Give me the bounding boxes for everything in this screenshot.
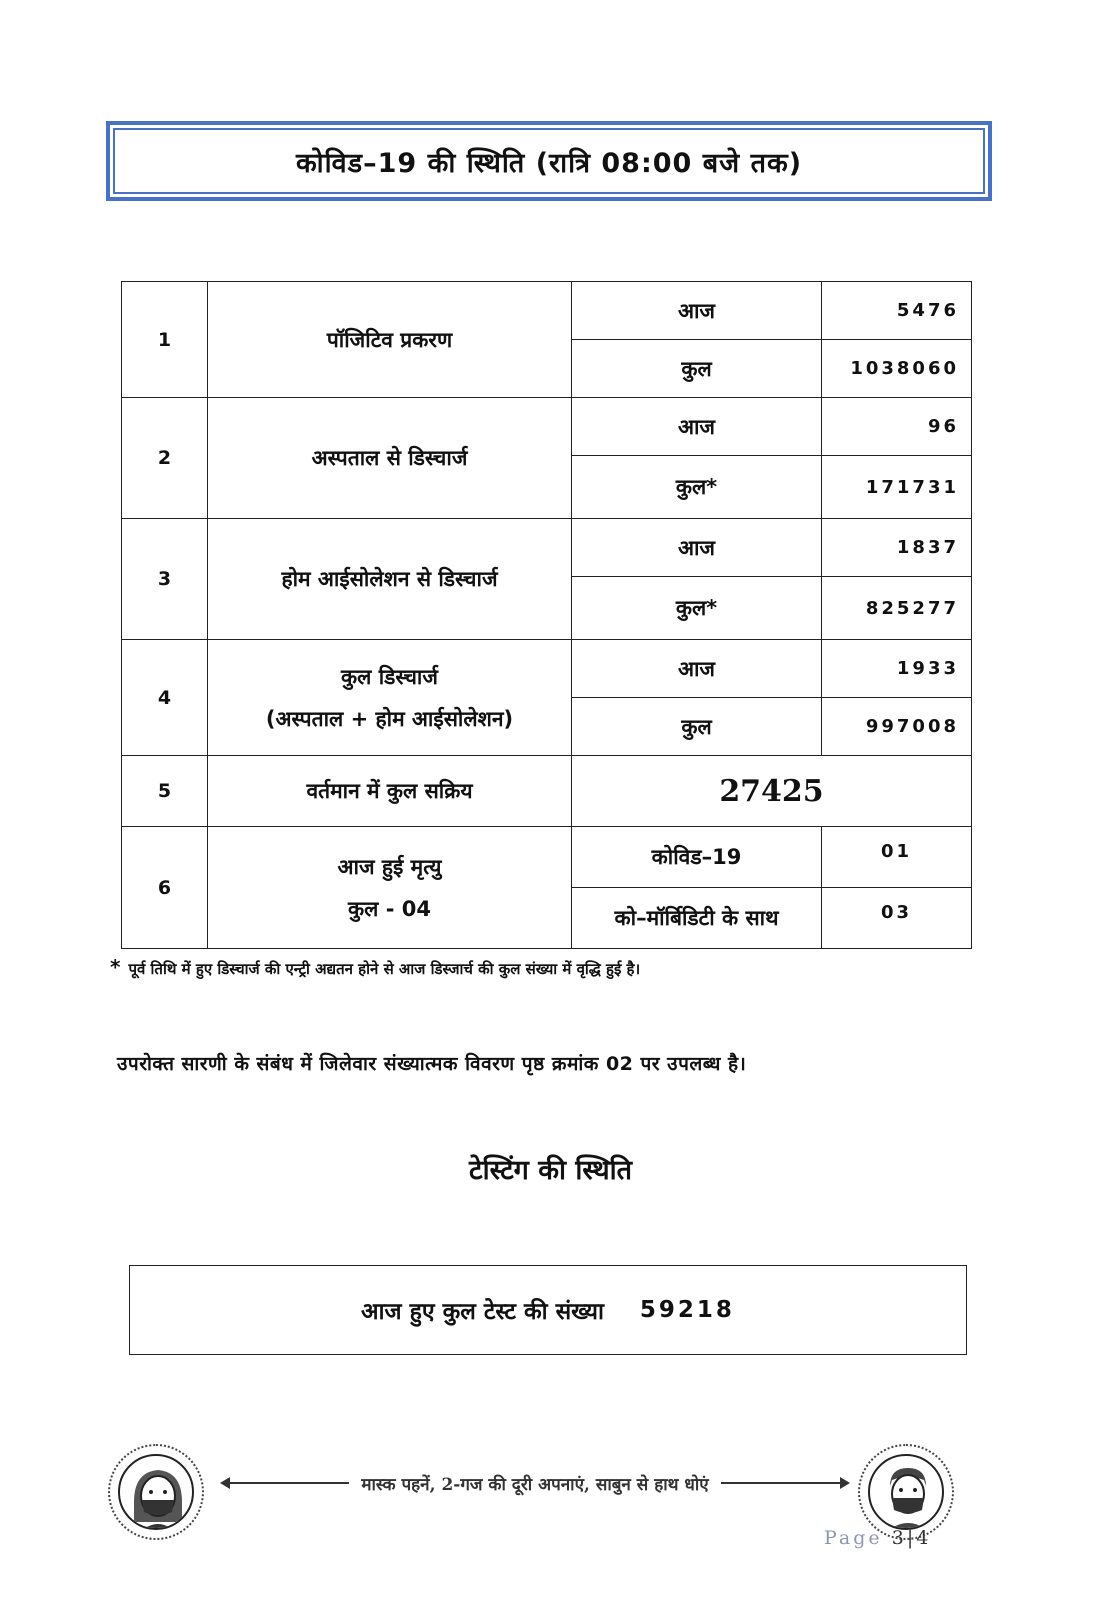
row-number: 5 (122, 756, 208, 827)
footnote-text: पूर्व तिथि में हुए डिस्चार्ज की एन्ट्री अद्यतन होने से आज डिस्जार्च की कुल संख्या में वृद्धि हुई है। (128, 960, 641, 978)
table-row (122, 827, 972, 888)
sub-value: 1837 (822, 519, 972, 577)
asterisk-icon: * (110, 955, 121, 979)
row-number: 4 (122, 640, 208, 756)
slogan-row (222, 1472, 848, 1494)
sub-label: आज (572, 640, 822, 698)
sub-label: कुल* (572, 456, 822, 519)
test-count-box (129, 1265, 967, 1355)
sub-label: कुल (572, 698, 822, 756)
row-label (208, 827, 572, 949)
row-label: पॉजिटिव प्रकरण (208, 282, 572, 398)
sub-value: 825277 (822, 577, 972, 640)
row-label: अस्पताल से डिस्चार्ज (208, 398, 572, 519)
sub-label: कुल (572, 340, 822, 398)
sub-value: 5476 (822, 282, 972, 340)
sub-value: 997008 (822, 698, 972, 756)
reference-paragraph: उपरोक्त सारणी के संबंध में जिलेवार संख्यात्मक विवरण पृष्ठ क्रमांक 02 पर उपलब्ध है। (117, 1053, 747, 1075)
row-label-line1: कुल डिस्चार्ज (341, 664, 438, 689)
sub-value: 01 (822, 827, 972, 888)
safety-slogan: मास्क पहनें, 2-गज की दूरी अपनाएं, साबुन से हाथ धोएं (361, 1474, 709, 1495)
row-number: 6 (122, 827, 208, 949)
page-title: कोविड–19 की स्थिति (रात्रि 08:00 बजे तक) (113, 128, 985, 194)
active-cases-value: 27425 (572, 756, 972, 827)
page-total: 4 (916, 1527, 932, 1549)
table-row (122, 519, 972, 577)
covid-status-table (121, 281, 972, 949)
row-label-line1: आज हुई मृत्यु (337, 854, 442, 879)
table-row (122, 640, 972, 698)
right-arrow-icon (721, 1482, 848, 1484)
test-count-label: आज हुए कुल टेस्ट की संख्या (361, 1299, 604, 1325)
sub-label: आज (572, 519, 822, 577)
title-box (106, 121, 992, 201)
sub-label: कोविड–19 (572, 827, 822, 888)
sub-value: 1933 (822, 640, 972, 698)
sub-value: 03 (822, 888, 972, 949)
testing-heading: टेस्टिंग की स्थिति (468, 1155, 633, 1186)
sub-label: कुल* (572, 577, 822, 640)
row-label: वर्तमान में कुल सक्रिय (208, 756, 572, 827)
row-number: 1 (122, 282, 208, 398)
sub-label: आज (572, 398, 822, 456)
masked-woman-icon (108, 1444, 204, 1540)
page-number: Page 3|4 (824, 1527, 932, 1549)
row-label-line2: (अस्पताल + होम आईसोलेशन) (265, 706, 514, 731)
sub-value: 1038060 (822, 340, 972, 398)
row-label: होम आईसोलेशन से डिस्चार्ज (208, 519, 572, 640)
left-arrow-icon (222, 1482, 349, 1484)
masked-man-icon (858, 1444, 954, 1540)
page-prefix: Page (824, 1527, 883, 1549)
sub-label: आज (572, 282, 822, 340)
page-current: 3 (891, 1527, 907, 1549)
table-row (122, 282, 972, 340)
row-label-line2: कुल - 04 (348, 896, 431, 921)
sub-label: को–मॉर्बिडिटी के साथ (572, 888, 822, 949)
test-count-value: 59218 (639, 1297, 735, 1323)
row-number: 3 (122, 519, 208, 640)
row-number: 2 (122, 398, 208, 519)
sub-value: 171731 (822, 456, 972, 519)
table-row (122, 756, 972, 827)
sub-value: 96 (822, 398, 972, 456)
table-row (122, 398, 972, 456)
footnote (110, 955, 640, 979)
row-label (208, 640, 572, 756)
